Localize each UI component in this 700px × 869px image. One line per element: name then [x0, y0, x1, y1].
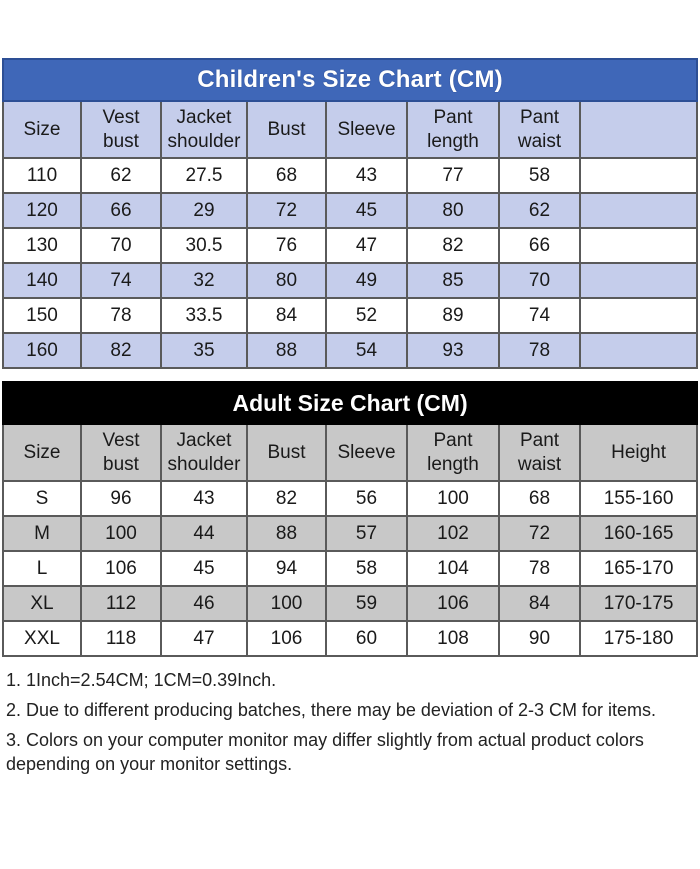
- column-header-line: length: [427, 130, 479, 152]
- column-header: [81, 101, 161, 158]
- column-header: [580, 101, 697, 158]
- size-notes: [6, 668, 694, 782]
- table-cell: 49: [326, 263, 407, 298]
- table-row: [3, 228, 697, 263]
- column-header-line: Pant: [519, 106, 560, 128]
- table-cell: 45: [161, 551, 247, 586]
- column-header-line: waist: [517, 130, 562, 152]
- table-row: [3, 621, 697, 656]
- table-cell: 77: [407, 158, 499, 193]
- table-cell: 54: [326, 333, 407, 368]
- table-cell: 70: [81, 228, 161, 263]
- children-chart-title: Children's Size Chart (CM): [3, 59, 697, 101]
- table-cell: 102: [407, 516, 499, 551]
- table-row: [3, 263, 697, 298]
- table-cell: 35: [161, 333, 247, 368]
- column-header-line: bust: [103, 453, 139, 475]
- column-header-line: Bust: [267, 441, 306, 463]
- column-header-line: Pant: [433, 429, 473, 451]
- table-cell: 58: [499, 158, 580, 193]
- column-header-line: shoulder: [167, 453, 241, 475]
- table-cell: 82: [407, 228, 499, 263]
- column-header: [499, 101, 580, 158]
- column-header-line: Jacket: [176, 429, 232, 451]
- adult-header-row: [3, 424, 697, 481]
- table-cell: 175-180: [580, 621, 697, 656]
- table-cell: 106: [247, 621, 326, 656]
- column-header: [81, 424, 161, 481]
- column-header-line: Size: [23, 441, 61, 463]
- table-cell: 85: [407, 263, 499, 298]
- table-cell: 82: [81, 333, 161, 368]
- table-row: [3, 481, 697, 516]
- table-cell: 100: [407, 481, 499, 516]
- column-header: [407, 424, 499, 481]
- table-row: [3, 298, 697, 333]
- column-header-line: length: [427, 453, 479, 475]
- column-header-line: Vest: [102, 106, 140, 128]
- table-cell: 160-165: [580, 516, 697, 551]
- table-cell: 84: [247, 298, 326, 333]
- column-header-line: Size: [23, 118, 61, 140]
- size-cell: S: [3, 481, 81, 516]
- table-cell: 90: [499, 621, 580, 656]
- column-header: [3, 424, 81, 481]
- table-cell: 44: [161, 516, 247, 551]
- table-cell: 66: [499, 228, 580, 263]
- column-header-line: Bust: [267, 118, 306, 140]
- table-cell: 30.5: [161, 228, 247, 263]
- table-cell: 72: [247, 193, 326, 228]
- table-cell: 100: [247, 586, 326, 621]
- table-cell: 76: [247, 228, 326, 263]
- table-cell: [580, 228, 697, 263]
- table-cell: 68: [247, 158, 326, 193]
- table-cell: 165-170: [580, 551, 697, 586]
- size-cell: XXL: [3, 621, 81, 656]
- children-title-row: [3, 59, 697, 101]
- column-header: [247, 424, 326, 481]
- table-row: [3, 193, 697, 228]
- table-cell: 72: [499, 516, 580, 551]
- table-cell: 93: [407, 333, 499, 368]
- table-cell: 78: [499, 551, 580, 586]
- column-header: [326, 101, 407, 158]
- table-cell: 89: [407, 298, 499, 333]
- table-cell: 80: [407, 193, 499, 228]
- size-cell: 160: [3, 333, 81, 368]
- column-header-line: Jacket: [176, 106, 232, 128]
- column-header-line: waist: [517, 453, 562, 475]
- table-cell: 106: [81, 551, 161, 586]
- table-cell: 47: [161, 621, 247, 656]
- table-cell: 59: [326, 586, 407, 621]
- table-cell: 170-175: [580, 586, 697, 621]
- table-cell: 68: [499, 481, 580, 516]
- table-cell: 118: [81, 621, 161, 656]
- column-header-line: Pant: [433, 106, 473, 128]
- column-header: [247, 101, 326, 158]
- table-cell: 104: [407, 551, 499, 586]
- table-cell: 66: [81, 193, 161, 228]
- table-cell: 47: [326, 228, 407, 263]
- table-cell: 27.5: [161, 158, 247, 193]
- column-header-line: shoulder: [167, 130, 241, 152]
- table-cell: 56: [326, 481, 407, 516]
- note-1: 1. 1Inch=2.54CM; 1CM=0.39Inch.: [6, 670, 277, 690]
- table-row: [3, 158, 697, 193]
- table-cell: 60: [326, 621, 407, 656]
- table-cell: 43: [326, 158, 407, 193]
- table-cell: 88: [247, 516, 326, 551]
- table-cell: 88: [247, 333, 326, 368]
- table-cell: 74: [499, 298, 580, 333]
- table-cell: 155-160: [580, 481, 697, 516]
- table-cell: 57: [326, 516, 407, 551]
- table-cell: 100: [81, 516, 161, 551]
- column-header-line: bust: [103, 130, 139, 152]
- column-header: [161, 424, 247, 481]
- column-header: [3, 101, 81, 158]
- size-cell: 140: [3, 263, 81, 298]
- table-cell: 74: [81, 263, 161, 298]
- size-cell: 120: [3, 193, 81, 228]
- column-header-line: Height: [611, 441, 667, 463]
- children-header-row: [3, 101, 697, 158]
- column-header-line: Sleeve: [337, 441, 396, 463]
- size-cell: 150: [3, 298, 81, 333]
- table-cell: 80: [247, 263, 326, 298]
- table-cell: [580, 193, 697, 228]
- column-header: [580, 424, 697, 481]
- table-cell: 62: [499, 193, 580, 228]
- table-cell: 108: [407, 621, 499, 656]
- table-cell: 78: [81, 298, 161, 333]
- table-cell: 78: [499, 333, 580, 368]
- table-cell: 52: [326, 298, 407, 333]
- size-cell: M: [3, 516, 81, 551]
- children-size-chart: [2, 58, 698, 369]
- table-cell: [580, 263, 697, 298]
- table-row: [3, 551, 697, 586]
- table-row: [3, 333, 697, 368]
- table-cell: 62: [81, 158, 161, 193]
- table-row: [3, 586, 697, 621]
- size-cell: 130: [3, 228, 81, 263]
- column-header-line: Vest: [102, 429, 140, 451]
- table-cell: 106: [407, 586, 499, 621]
- table-row: [3, 516, 697, 551]
- table-cell: 32: [161, 263, 247, 298]
- column-header: [499, 424, 580, 481]
- table-cell: 29: [161, 193, 247, 228]
- column-header-line: Sleeve: [337, 118, 396, 140]
- adult-size-chart: [2, 381, 698, 657]
- note-3: 3. Colors on your computer monitor may differ slightly from actual product colors depending on your monitor settings.: [6, 730, 644, 774]
- table-cell: [580, 333, 697, 368]
- size-cell: L: [3, 551, 81, 586]
- table-cell: 82: [247, 481, 326, 516]
- size-cell: XL: [3, 586, 81, 621]
- size-cell: 110: [3, 158, 81, 193]
- table-cell: 46: [161, 586, 247, 621]
- column-header: [161, 101, 247, 158]
- table-cell: 43: [161, 481, 247, 516]
- column-header: [407, 101, 499, 158]
- table-cell: 70: [499, 263, 580, 298]
- table-cell: 96: [81, 481, 161, 516]
- column-header-line: Pant: [519, 429, 560, 451]
- table-cell: 94: [247, 551, 326, 586]
- table-cell: 58: [326, 551, 407, 586]
- table-cell: 112: [81, 586, 161, 621]
- table-cell: 84: [499, 586, 580, 621]
- column-header: [326, 424, 407, 481]
- adult-title-row: [3, 382, 697, 424]
- table-cell: [580, 298, 697, 333]
- adult-chart-title: Adult Size Chart (CM): [3, 382, 697, 424]
- table-cell: [580, 158, 697, 193]
- table-cell: 45: [326, 193, 407, 228]
- note-2: 2. Due to different producing batches, there may be deviation of 2-3 CM for items.: [6, 700, 657, 720]
- table-cell: 33.5: [161, 298, 247, 333]
